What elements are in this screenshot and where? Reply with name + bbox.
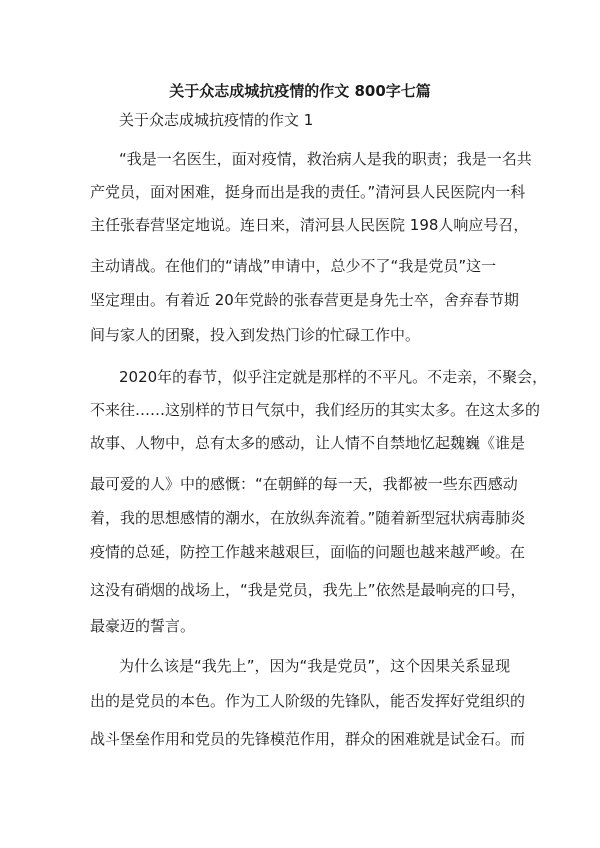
paragraph-1-line-2: 产党员，面对困难，挺身而出是我的责任。”清河县人民医院内一科 — [90, 183, 526, 201]
paragraph-1-line-4: 主动请战。在他们的“请战”申请中，总少不了“我是党员”这一 — [90, 257, 497, 275]
paragraph-2-line-3: 故事、人物中，总有太多的感动，让人情不自禁地忆起魏巍《谁是 — [90, 434, 526, 452]
paragraph-2-line-4: 最可爱的人》中的感慨：“在朝鲜的每一天，我都被一些东西感动 — [90, 475, 518, 493]
paragraph-2-line-8: 最豪迈的誓言。 — [90, 617, 196, 635]
paragraph-2-line-7: 这没有硝烟的战场上，“我是党员，我先上”依然是最响亮的口号， — [90, 581, 526, 599]
paragraph-1-line-6: 间与家人的团聚，投入到发热门诊的忙碌工作中。 — [90, 326, 421, 344]
paragraph-3-line-3: 战斗堡垒作用和党员的先锋模范作用，群众的困难就是试金石。而 — [90, 730, 526, 748]
paragraph-3-line-2: 出的是党员的本色。作为工人阶级的先锋队，能否发挥好党组织的 — [90, 692, 526, 710]
paragraph-2-line-1: 2020年的春节，似乎注定就是那样的不平凡。不走亲，不聚会， — [119, 368, 548, 386]
paragraph-1-line-5: 坚定理由。有着近 20年党龄的张春营更是身先士卒，舍弃春节期 — [90, 291, 519, 309]
paragraph-2-line-5: 着，我的思想感情的潮水，在放纵奔流着。”随着新型冠状病毒肺炎 — [90, 509, 526, 527]
paragraph-3-line-1: 为什么该是“我先上”，因为“我是党员”，这个因果关系显现 — [119, 657, 511, 675]
paragraph-1-line-1: “我是一名医生，面对疫情，救治病人是我的职责；我是一名共 — [119, 150, 532, 168]
paragraph-2-line-2: 不来往……这别样的节日气氛中，我们经历的其实太多。在这太多的 — [90, 401, 541, 419]
document-subtitle: 关于众志成城抗疫情的作文 1 — [119, 111, 314, 129]
document-title: 关于众志成城抗疫情的作文 800字七篇 — [169, 82, 431, 100]
paragraph-2-line-6: 疫情的总延，防控工作越来越艰巨，面临的问题也越来越严峻。在 — [90, 543, 526, 561]
paragraph-1-line-3: 主任张春营坚定地说。连日来，清河县人民医院 198人响应号召， — [90, 216, 529, 234]
